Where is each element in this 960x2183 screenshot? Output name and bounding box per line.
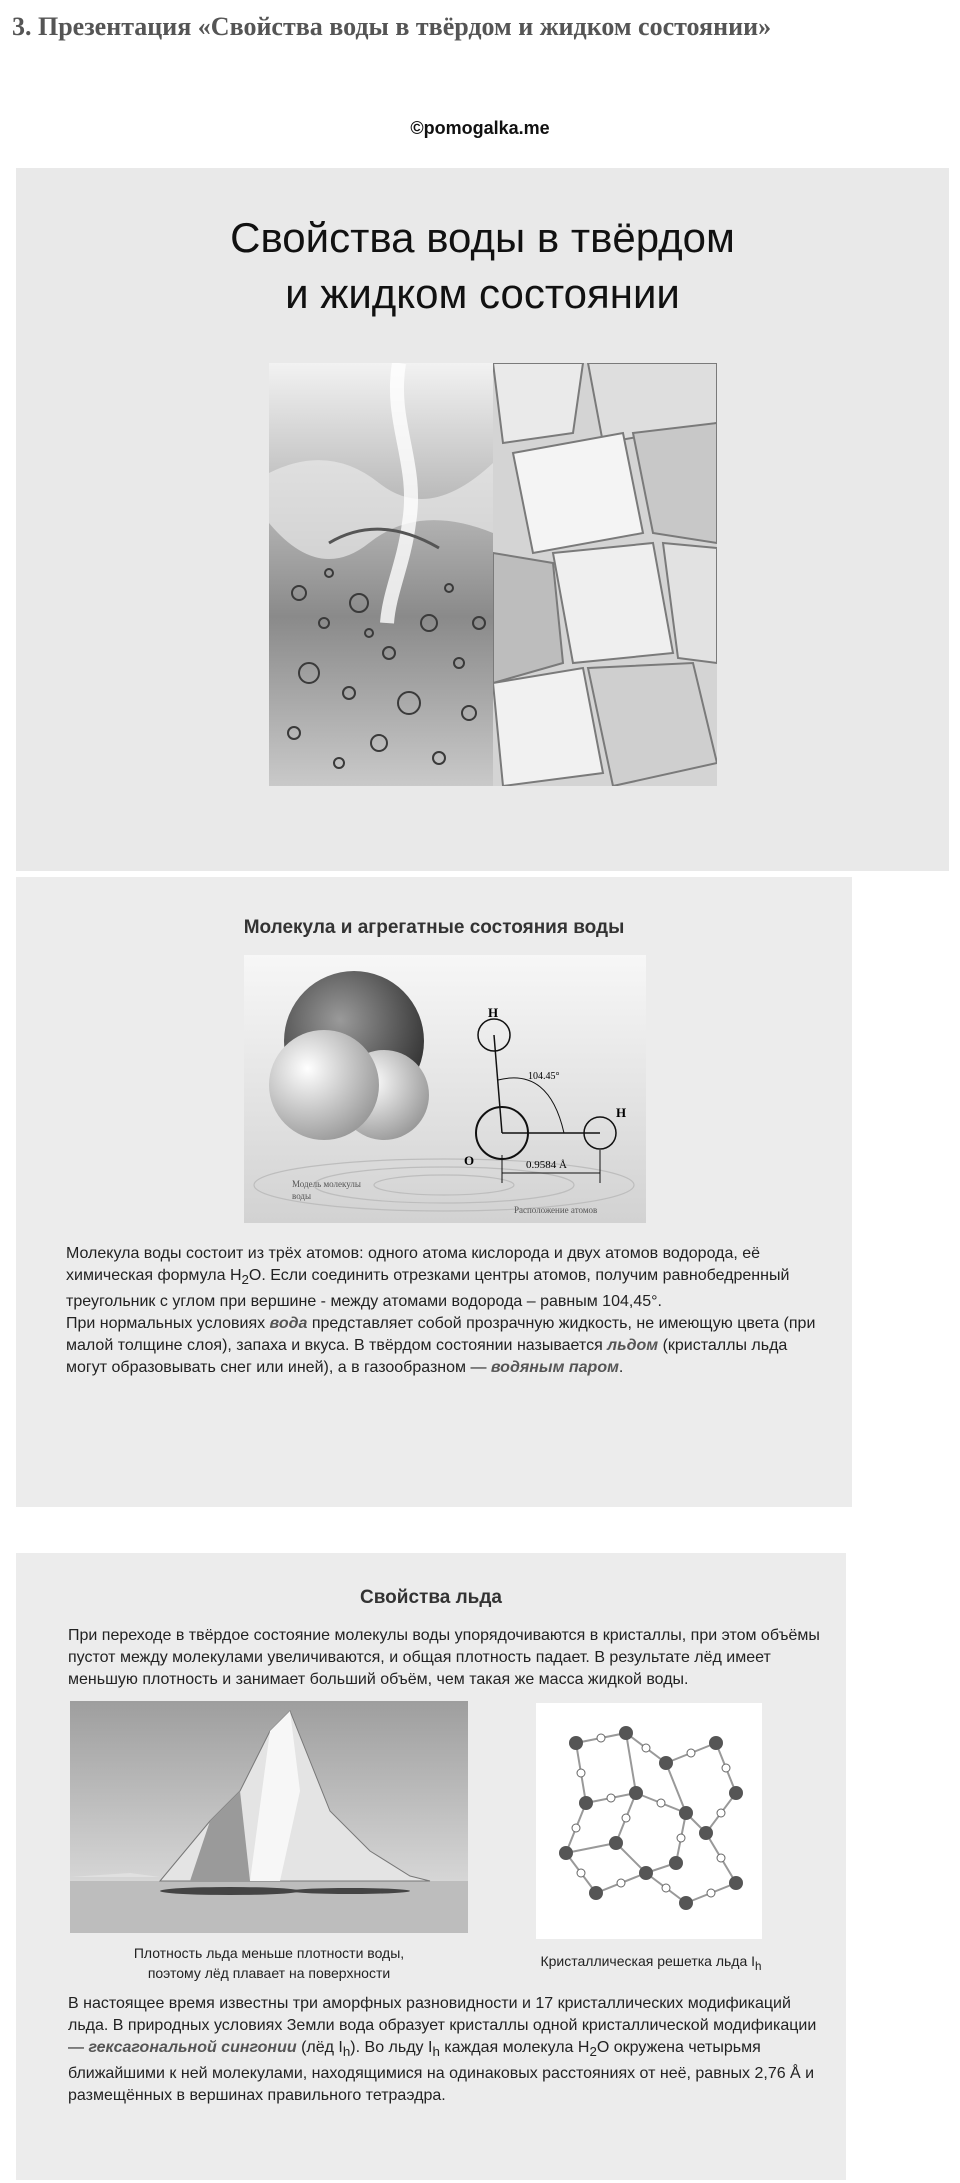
slide3-title: Свойства льда [360, 1587, 502, 1608]
slide3-intro: При переходе в твёрдое состояние молекулы воды упорядочиваются в кристаллы, при этом объёмы пустот между молекулами увеличиваются, и общая плотность падает. В результате лёд имеет меньшую плотность и занимает больший объём, чем такая же масса жидкой воды. [68, 1627, 820, 1688]
model-caption: воды [292, 1191, 312, 1201]
iceberg-image [70, 1701, 468, 1933]
water-molecule-diagram [244, 955, 646, 1223]
copyright-link[interactable]: ©pomogalka.me [410, 118, 550, 138]
label-h-right: H [616, 1105, 627, 1120]
slide-ice-properties [16, 1553, 846, 2180]
lattice-caption: Кристаллическая решетка льда $I_h$ [540, 1953, 762, 1973]
paragraph: Молекула воды состоит из трёх атомов: одного атома кислорода и двух атомов водорода, её химическая формула $H_2O$. Если соединить отрезками центры атомов, получим равнобедренный треугольник с углом при вершине - между атомами водорода – равным 104,45°. [66, 1245, 790, 1311]
slide-title [16, 168, 949, 871]
ice-lattice-image [536, 1703, 762, 1939]
water-splash-image [269, 363, 493, 786]
slide1-title [16, 210, 949, 322]
water-ice-photo [269, 363, 717, 786]
paragraph: При нормальных условиях вода представляет собой прозрачную жидкость, не имеющую цвета (при малой толщине слоя), запаха и вкуса. В твёрдом состоянии называется льдом (кристаллы льда могут образовывать снег или иней), а в газообразном — водяным паром. [66, 1315, 816, 1377]
layout-caption: Расположение атомов [514, 1205, 598, 1215]
hydrogen-atom [269, 1030, 379, 1140]
slide2-title: Молекула и агрегатные состояния воды [243, 917, 625, 938]
label-o: O [464, 1153, 475, 1168]
slide1-title-line2: и жидком состоянии [285, 270, 680, 317]
model-caption: Модель молекулы [292, 1179, 361, 1189]
page-heading: 3. Презентация «Свойства воды в твёрдом и жидком состоянии» [12, 12, 772, 41]
slide3-body: В настоящее время известны три аморфных разновидности и 17 кристаллических модификаций льда. В природных условиях Земли вода образует кристаллы одной кристаллической модификации — гексагональной сингонии (лёд $I_h$). Во льду $I_h$ каждая молекула $H_2O$ окружена четырьмя ближайшими к ней молекулами, находящимися на одинаковых расстояниях от неё, равных 2,76 Å и размещённых в вершинах правильного тетраэдра. [68, 1995, 817, 2105]
iceberg-caption: Плотность льда меньше плотности воды, поэтому лёд плавает на поверхности [133, 1945, 405, 1981]
slide-molecule [16, 877, 852, 1507]
slide1-title-line1: Свойства воды в твёрдом [230, 214, 735, 261]
slide2-body [66, 1243, 826, 1379]
label-h-top: H [488, 1005, 499, 1020]
distance-label: 0.9584 Å [526, 1159, 567, 1171]
angle-label: 104.45° [528, 1071, 560, 1082]
ice-cubes-image [493, 363, 717, 786]
